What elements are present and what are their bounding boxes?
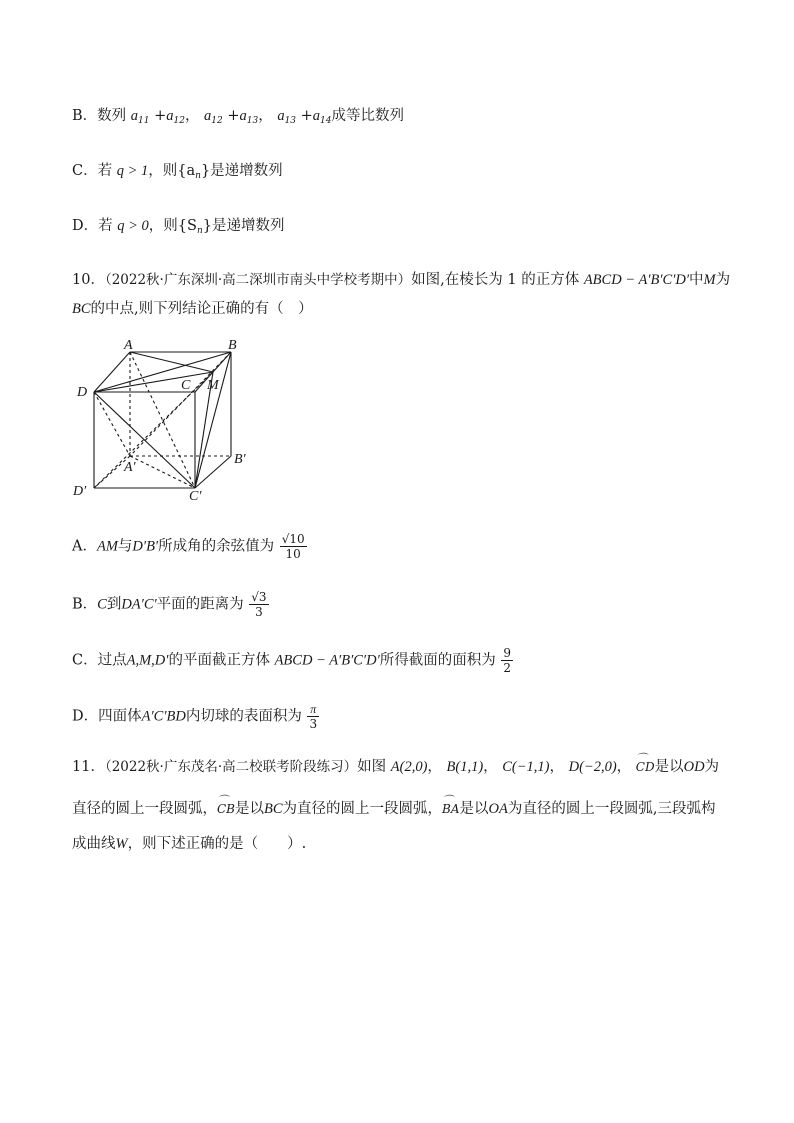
q10-stem-line1: 10．（2022秋·广东深圳·高二深圳市南头中学校考期中）如图,在棱长为 1 的正方体 ABCD − A′B′C′D′中M为 bbox=[72, 272, 731, 288]
label-B1: B′ bbox=[234, 452, 246, 467]
q10-stem-line2: BC的中点,则下列结论正确的有（ ） bbox=[72, 301, 313, 317]
fraction: $\frac{√10}{10}$ bbox=[281, 532, 305, 561]
option-letter: B． bbox=[72, 108, 98, 124]
edge-AD bbox=[94, 352, 130, 392]
label-C1: C′ bbox=[189, 489, 202, 502]
label-B: B bbox=[228, 340, 237, 353]
fraction: $\frac{√3}{3}$ bbox=[251, 590, 267, 619]
line-DA1 bbox=[94, 392, 130, 456]
edge-C1B1 bbox=[195, 456, 231, 488]
label-A1: A′ bbox=[124, 460, 136, 475]
fraction: $\frac{9}{2}$ bbox=[503, 646, 511, 675]
q10-option-a: A．AM与D′B′所成角的余弦值为 $\frac{√10}{10}$ bbox=[72, 532, 305, 561]
option-b-q9: B．数列 $a_{11} +a_{12}$， $a_{12} +a_{13}$， $a_{13} +a_{14}$成等比数列 bbox=[72, 108, 404, 126]
label-M: M bbox=[207, 378, 219, 393]
q11-stem-line1: 11．（2022秋·广东茂名·高二校联考阶段练习）如图 A(2,0)， B(1,1)， C(−1,1)， D(−2,0)， ⌒ CD是以OD为 bbox=[72, 757, 719, 777]
option-d-q9: D．若 q > 0，则$\{S_n\}$是递增数列 bbox=[72, 218, 285, 236]
q11-stem-line3: 成曲线W，则下述正确的是（ ）. bbox=[72, 836, 307, 852]
q10-option-d: D．四面体A′C′BD内切球的表面积为 $\frac{\pi}{3}$ bbox=[72, 702, 318, 731]
label-D: D bbox=[77, 385, 88, 400]
cube-figure bbox=[68, 340, 258, 502]
q11-stem-line2: 直径的圆上一段圆弧，⌒ CB是以BC为直径的圆上一段圆弧，⌒ BA是以OA为直径的圆上一段圆弧,三段弧构 bbox=[72, 799, 715, 819]
q10-option-c: C．过点A,M,D′的平面截正方体 ABCD − A′B′C′D′所得截面的面积为 $\frac{9}{2}$ bbox=[72, 646, 511, 675]
line-A1C1 bbox=[130, 456, 195, 488]
label-A: A bbox=[124, 340, 133, 353]
option-c-q9: C．若 q > 1，则$\{a_n\}$是递增数列 bbox=[72, 163, 283, 181]
label-C: C bbox=[181, 378, 191, 393]
q10-option-b: B．C到DA′C′平面的距离为 $\frac{√3}{3}$ bbox=[72, 590, 267, 619]
fraction: $\frac{\pi}{3}$ bbox=[309, 702, 318, 731]
label-D1: D′ bbox=[73, 484, 87, 499]
